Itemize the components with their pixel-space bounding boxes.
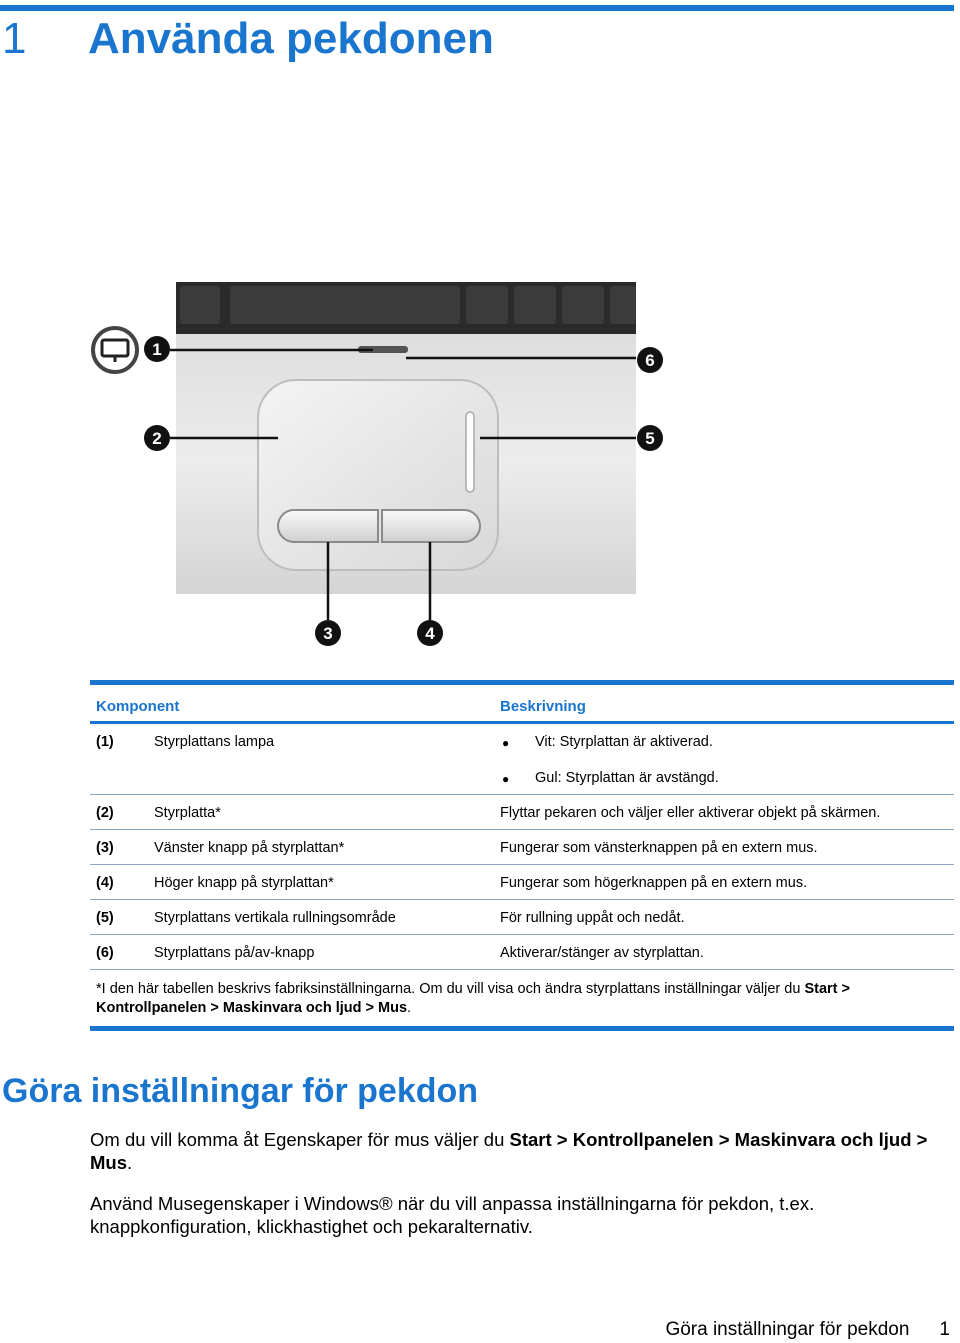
callout-label-1: 1 [152, 340, 162, 359]
chapter-title-text: Använda pekdonen [88, 14, 494, 63]
callout-label-5: 5 [645, 429, 655, 448]
right-button-shape [382, 510, 480, 542]
row-number: (2) [96, 805, 114, 821]
footer-title: Göra inställningar för pekdon [665, 1319, 910, 1340]
row-description: Fungerar som vänsterknappen på en extern mus. [500, 840, 818, 856]
p1-path-control-panel: Kontrollpanelen [572, 1129, 714, 1150]
top-rule [0, 5, 954, 11]
key [466, 286, 508, 324]
note-sep: > [837, 981, 850, 997]
row-component: Vänster knapp på styrplattan* [154, 840, 345, 856]
p1-path-hardware: Maskinvara och ljud [734, 1129, 912, 1150]
page-footer [665, 1319, 950, 1341]
row-component: Styrplattans lampa [154, 734, 275, 750]
note-path-hardware: Maskinvara och ljud [222, 1000, 362, 1016]
table-row [90, 795, 954, 830]
row-description: Aktiverar/stänger av styrplattan. [500, 945, 704, 961]
callout-4 [417, 620, 443, 646]
row-component: Styrplattans på/av-knapp [154, 945, 315, 961]
touchpad-illustration [88, 280, 678, 650]
table-bottom-rule [90, 1026, 954, 1031]
key [562, 286, 604, 324]
paragraph-mouse-properties [90, 1128, 956, 1174]
table-row [90, 830, 954, 865]
row-bullet-text: Vit: Styrplattan är aktiverad. [535, 734, 713, 750]
row-number: (6) [96, 945, 114, 961]
table-note [90, 970, 954, 1026]
touchpad-figure [88, 280, 678, 650]
note-sep: > [361, 1000, 379, 1016]
row-description: Fungerar som högerknappen på en extern mus. [500, 875, 808, 891]
left-button-shape [278, 510, 378, 542]
note-path-control-panel: Kontrollpanelen [96, 1000, 207, 1016]
table-row [90, 724, 954, 760]
p1-path-start: Start [509, 1129, 552, 1150]
note-end: . [407, 1000, 412, 1016]
row-number: (5) [96, 910, 114, 926]
table-row [90, 760, 954, 795]
component-table [90, 680, 954, 1031]
touchpad-icon [93, 328, 137, 372]
callout-label-6: 6 [645, 351, 655, 370]
row-bullet-text: Gul: Styrplattan är avstängd. [535, 770, 719, 786]
p1-end: . [127, 1152, 133, 1173]
callout-1 [144, 336, 170, 362]
callout-label-4: 4 [425, 624, 435, 643]
key [230, 286, 460, 324]
callout-3 [315, 620, 341, 646]
key [180, 286, 220, 324]
row-number: (4) [96, 875, 114, 891]
key [610, 286, 636, 324]
bullet-icon: ● [502, 772, 510, 786]
callout-2 [144, 425, 170, 451]
row-component: Höger knapp på styrplattan* [154, 875, 334, 891]
header-component: Komponent [96, 698, 180, 715]
row-description: Flyttar pekaren och väljer eller aktiverar objekt på skärmen. [500, 805, 881, 821]
table-row [90, 935, 954, 970]
key [514, 286, 556, 324]
note-path-mouse: Mus [378, 1000, 408, 1016]
note-text: *I den här tabellen beskrivs fabriksinställningarna. Om du vill visa och ändra styrplattans inställningar väljer du [96, 981, 805, 997]
table-header [90, 685, 954, 721]
p1-text: Om du vill komma åt Egenskaper för mus väljer du [90, 1129, 510, 1150]
p1-path-mouse: Mus [90, 1152, 127, 1173]
row-number: (3) [96, 840, 114, 856]
section-title: Göra inställningar för pekdon [2, 1072, 479, 1110]
row-component: Styrplattans vertikala rullningsområde [154, 910, 396, 926]
bullet-icon: ● [502, 736, 510, 750]
p1-sep: > [551, 1129, 573, 1150]
callout-label-2: 2 [152, 429, 162, 448]
p1-sep: > [713, 1129, 735, 1150]
header-description: Beskrivning [500, 698, 586, 715]
row-component: Styrplatta* [154, 805, 221, 821]
p1-sep: > [911, 1129, 928, 1150]
chapter-number: 1 [2, 14, 27, 63]
row-number: (1) [96, 734, 114, 750]
callout-6 [637, 347, 663, 373]
scroll-zone-indicator [466, 412, 474, 492]
table-row [90, 900, 954, 935]
paragraph-windows-settings: Använd Musegenskaper i Windows® när du vill anpassa inställningarna för pekdon, t.ex. knappkonfiguration, klickhastighet och pekaralternativ. [90, 1193, 815, 1237]
chapter-title [2, 14, 494, 64]
note-sep: > [206, 1000, 223, 1016]
row-description: För rullning uppåt och nedåt. [500, 910, 685, 926]
table-row [90, 865, 954, 900]
callout-5 [637, 425, 663, 451]
note-path-start: Start [804, 981, 838, 997]
callout-label-3: 3 [323, 624, 333, 643]
page-number: 1 [939, 1319, 950, 1340]
